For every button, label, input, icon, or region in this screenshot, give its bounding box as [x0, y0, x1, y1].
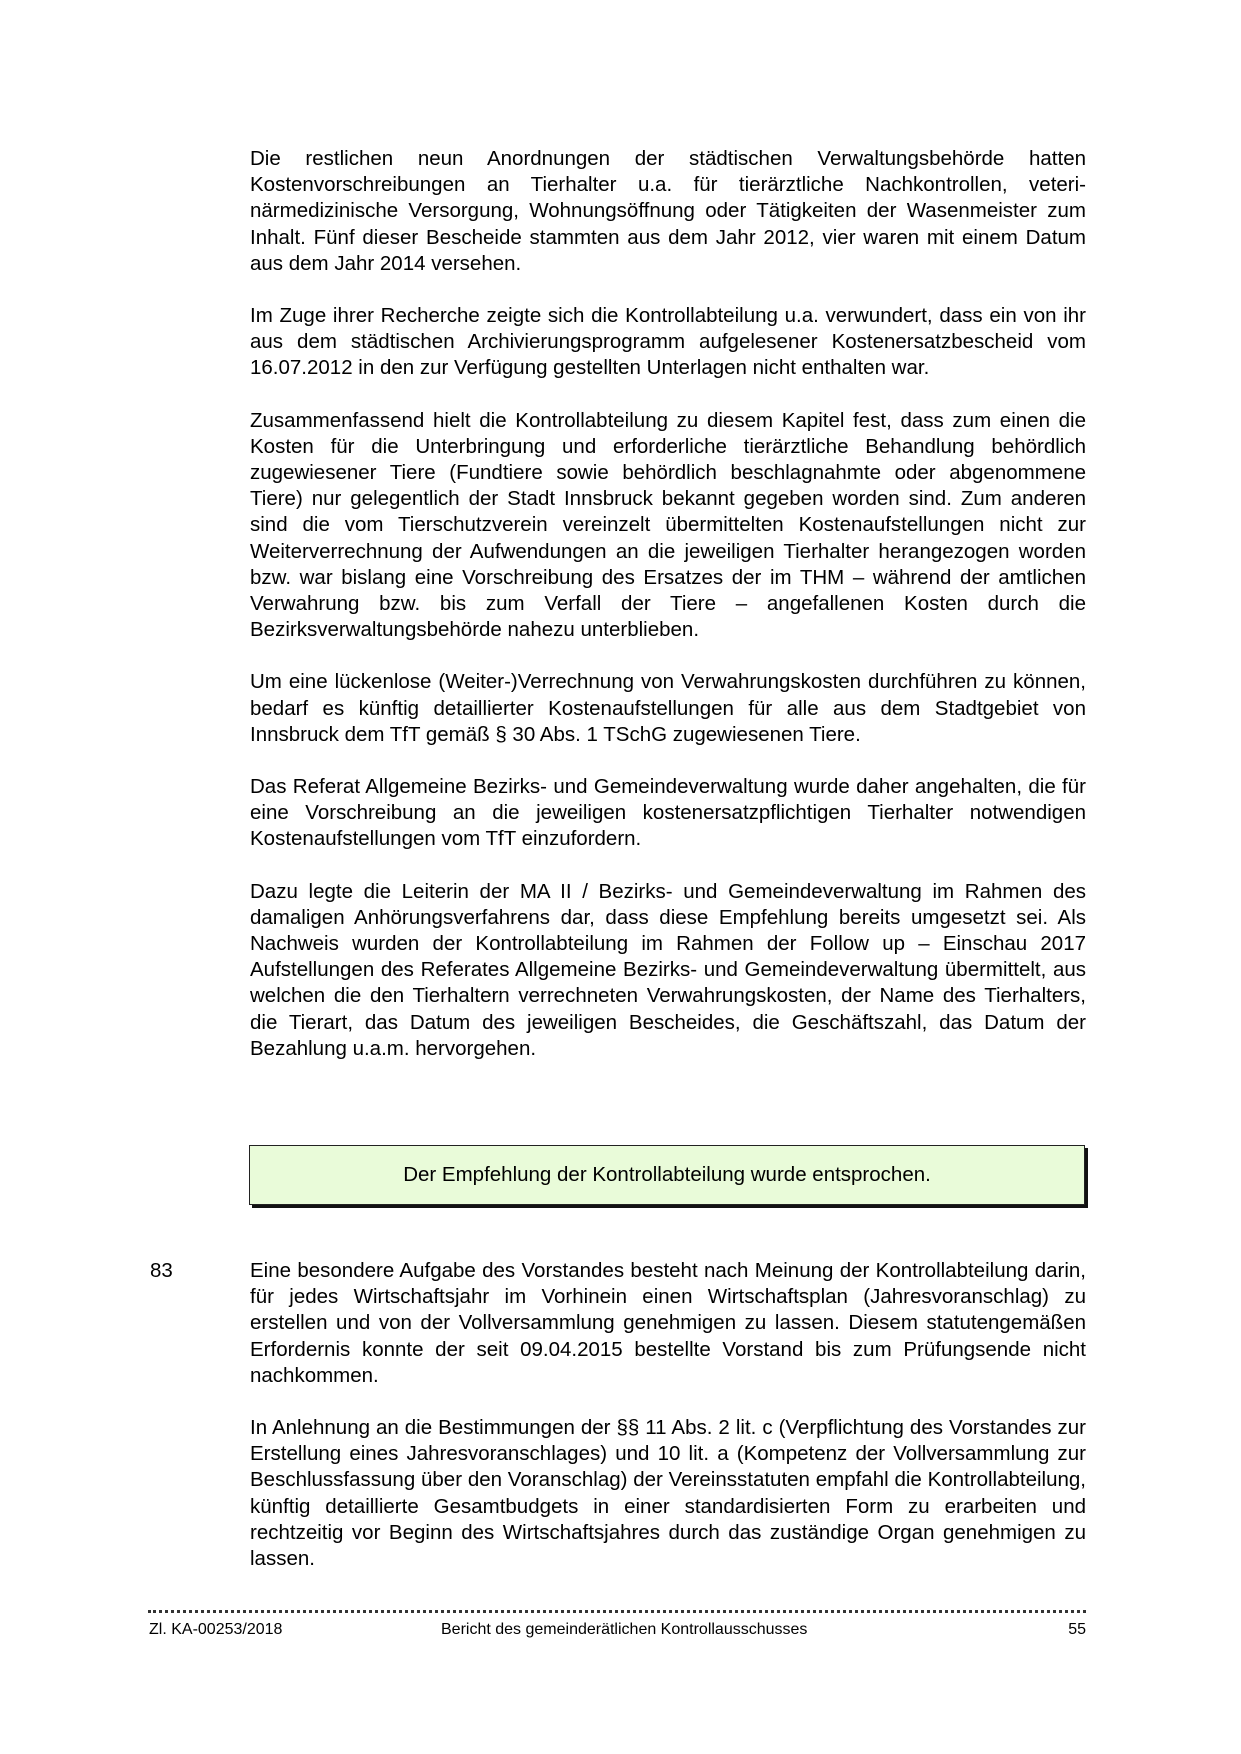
footer-divider	[148, 1610, 1086, 1613]
section-83	[250, 1258, 1086, 1598]
footer-reference: Zl. KA-00253/2018	[149, 1621, 283, 1638]
paragraph: Im Zuge ihrer Recherche zeigte sich die Kontrollabteilung u.a. verwundert, dass ein von ihr aus dem städtischen Archivierungsprogramm aufgelesener Kostenersatzbescheid vom 16.07.2012 in den zur Verfügung gestellten Unterlagen nicht enthalten war.	[250, 304, 1086, 380]
paragraph: Die restlichen neun Anordnungen der städtischen Verwaltungsbehörde hatten Kostenvorschreibungen an Tierhalter u.a. für tierärztliche Nachkontrollen, veterinärmedizinische Versorgung, Wohnungsöffnung oder Tätigkeiten der Wasenmeister zum Inhalt. Fünf dieser Bescheide stammten aus dem Jahr 2012, vier waren mit einem Datum aus dem Jahr 2014 versehen.	[250, 147, 1086, 275]
paragraph: Zusammenfassend hielt die Kontrollabteilung zu diesem Kapitel fest, dass zum einen die Kosten für die Unterbringung und erforderliche tierärztliche Behandlung behördlich zugewiesener Tiere (Fundtiere sowie behördlich beschlagnahmte oder abgenommene Tiere) nur gelegentlich der Stadt Innsbruck bekannt gegeben worden sind. Zum anderen sind die vom Tierschutzverein vereinzelt übermittelten Kostenaufstellungen nicht zur Weiterverrechnung der Aufwendungen an die jeweiligen Tierhalter herangezogen worden bzw. war bislang eine Vorschreibung des Ersatzes der im THM – während der amtlichen Verwahrung bzw. bis zum Verfall der Tiere – angefallenen Kosten durch die Bezirksverwaltungsbehörde nahezu unterblieben.	[250, 408, 1086, 642]
paragraph: Dazu legte die Leiterin der MA II / Bezirks- und Gemeindeverwaltung im Rahmen des damaligen Anhörungsverfahrens dar, dass diese Empfehlung bereits umgesetzt sei. Als Nachweis wurden der Kontrollabteilung im Rahmen der Follow up – Einschau 2017 Aufstellungen des Referates Allgemeine Bezirks- und Gemeindeverwaltung übermittelt, aus welchen die den Tierhaltern verrechneten Verwahrungskosten, der Name des Tierhalters, die Tierart, das Datum des jeweiligen Bescheides, die Geschäftszahl, das Datum der Bezahlung u.a.m. hervorgehen.	[250, 879, 1086, 1060]
page-number: 55	[1068, 1621, 1086, 1638]
section-top	[250, 146, 1086, 1088]
paragraph: In Anlehnung an die Bestimmungen der §§ 11 Abs. 2 lit. c (Verpflichtung des Vorstandes zur Erstellung eines Jahresvoranschlages) und 10 lit. a (Kompetenz der Vollversammlung zur Beschlussfassung über den Voranschlag) der Vereinsstatuten empfahl die Kontrollabteilung, künftig detaillierte Gesamtbudgets in einer standardisierten Form zu erarbeiten und rechtzeitig vor Beginn des Wirtschaftsjahres durch das zuständige Organ genehmigen zu lassen.	[250, 1416, 1086, 1571]
footer-title: Bericht des gemeinderätlichen Kontrollausschusses	[441, 1621, 808, 1638]
paragraph: Um eine lückenlose (Weiter-)Verrechnung von Verwahrungskosten durchführen zu können, bedarf es künftig detaillierter Kostenaufstellungen für alle aus dem Stadtgebiet von Innsbruck dem TfT gemäß § 30 Abs. 1 TSchG zugewiesenen Tiere.	[250, 670, 1086, 746]
paragraph: Das Referat Allgemeine Bezirks- und Gemeindeverwaltung wurde daher angehalten, die für eine Vorschreibung an die jeweiligen kostenersatzpflichtigen Tierhalter notwendigen Kostenaufstellungen vom TfT einzufordern.	[250, 775, 1086, 851]
recommendation-status-text: Der Empfehlung der Kontrollabteilung wurde entsprochen.	[403, 1163, 931, 1186]
section-number: 83	[150, 1259, 173, 1282]
recommendation-status-box	[249, 1145, 1085, 1205]
paragraph: Eine besondere Aufgabe des Vorstandes besteht nach Meinung der Kontrollabteilung darin, für jedes Wirtschaftsjahr im Vorhinein einen Wirtschaftsplan (Jahresvoranschlag) zu erstellen und von der Vollversammlung genehmigen zu lassen. Diesem statutengemäßen Erfordernis konnte der seit 09.04.2015 bestellte Vorstand bis zum Prüfungsende nicht nachkommen.	[250, 1259, 1086, 1387]
